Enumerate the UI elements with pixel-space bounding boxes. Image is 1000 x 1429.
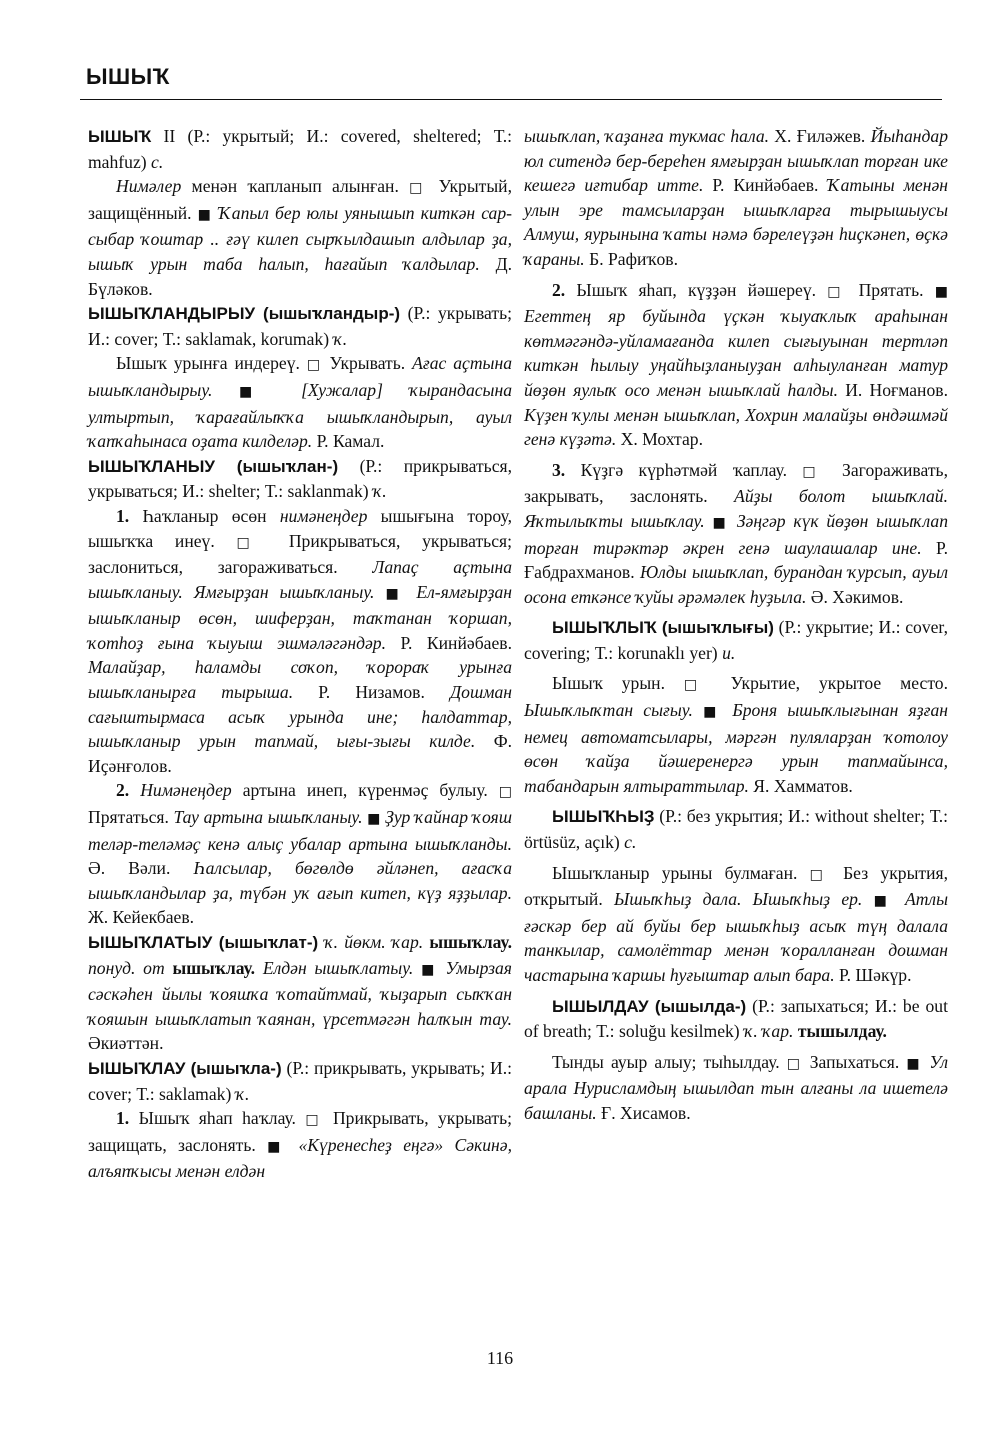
header-rule [80,99,942,100]
entry-sense: 3. Күҙгә күрһәтмәй ҡаплау. □ Загораживать, закрывать, заслонять. Айҙы болот ышыҡлай. Яҡтылыҡты ышыҡлау. ■ Зәңгәр күк йөҙөн ышыҡлап торған тирәктәр әкрен генә шаулашалар ине. Р. Ғабдрахманов. Юлды ышыҡлап, бурандан ҡурсып, ауыл осона еткәнсе ҡуйы әрәмәлек һуҙыла. Ә. Хәкимов. [524,459,948,607]
entry-headword-line: ЫШЫЛДАУ (ышылда-) (Р.: запыхаться; И.: be out of breath; Т.: soluğu kesilmek) ҡ. ҡар. тышылдау. [524,995,948,1042]
entry-definition: Тынды ауыр алыу; тыһылдау. □ Запыхаться. ■ Ул арала Нурисламдың ышылдап тын алғаны ла ишетелә башланы. Ғ. Хисамов. [524,1051,948,1123]
page-number: 116 [486,1348,514,1368]
left-column [88,124,512,1184]
entry-definition: Ышыҡланыр урыны булмаған. □ Без укрытия, открытый. Ышыҡһыҙ дала. Ышыҡһыҙ ер. ■ Атлы ғәскәр бер ай буйы бер ышыҡһыҙ асыҡ түң далала танкылар, самолёттар менән ҡоралланған дошман частарына ҡаршы һуғыштар алып бара. Р. Шәкүр. [524,862,949,985]
entry-continuation: ышыҡлап, ҡаҙанға тукмас һала. Х. Ғиләжев. Йыһандар юл ситендә бер-береһен ямғырҙан ышыҡлап торған ике кешегә иғтибар итте. Р. Кинйәбаев. Ҡатыны менән улын эре тамсыларҙан ышыҡларға тырышыусы Алмуш, яурынына ҡаты нәмә бәрелеүҙән һиҫкәнеп, өҫкә ҡараны. Б. Рафиҡов. [524,126,949,269]
entry-headword-line: ЫШЫҠЛАНДЫРЫУ (ышыҡландыр-) (Р.: укрывать; И.: cover; Т.: saklamak, korumak) ҡ. [88,303,512,349]
running-head: ЫШЫҠ [86,64,170,89]
entry-definition: Ышыҡ урын. □ Укрытие, укрытое место. Ышыҡлыҡтан сығыу. ■ Броня ышыҡлығынан яҙған немец автоматсылары, мәргән пуляларҙан ҡотолоу өсөн ҡайҙа йәшеренергә урын тапмайынса, табандарын ялтыраттылар. Я. Хамматов. [524,673,948,796]
entry-definition: Нимәлер менән ҡапланып алынған. □ Укрытый, защищённый. ■ Ҡапыл бер юлы уянышып киткән сар-сыбар ҡоштар .. ғәү килеп сырҡылдашып алдылар ҙа, ышыҡ урын таба һалып, һағайып ҡалдылар. Д. Бүләков. [88,176,512,299]
entry-headword-line: ЫШЫҠЛАНЫУ (ышыҡлан-) (Р.: прикрываться, укрываться; И.: shelter; Т.: saklanmak) ҡ. [88,455,512,502]
entry-headword-line: ЫШЫҠЛАТЫУ (ышыҡлат-) ҡ. йөкм. ҡар. ышыҡлау. понуд. от ышыҡлау. Елдән ышыҡлатыу. ■ Умырзая сәскәһен йылы ҡояшҡа ҡотайтмай, ҡыҙарып сыҡҡан ҡояшын ышыҡлатып ҡаянан, үрсетмәгән һалҡын тау. Әкиәттән. [88,932,512,1054]
entry-definition: Ышыҡ урынға индереү. □ Укрывать. Ағас аҫтына ышыҡландырыу. ■ [Хужалар] ҡырандасына ултыртып, ҡарағайлыҡҡа ышыҡландырып, ауыл ҡапҡаһынаса оҙата килделәр. Р. Камал. [88,353,512,452]
entry-sense: 1. Һаҡланыр өсөн нимәнеңдер ышығына тороу, ышыҡҡа инеү. □ Прикрываться, укрываться; заслониться, загораживаться. Лапаҫ аҫтына ышыҡланыу. Ямғырҙан ышыҡланыу. ■ Ел-ямғырҙан ышыҡланыр өсөн, шиферҙан, таҡтанан ҡоршап, ҡотһоҙ ғына ҡыуыш эшмәләгәндәр. Р. Кинйәбаев. Малайҙар, һаламды соҡоп, ҡорораҡ урынға ышыҡланырға тырыша. Р. Низамов. Дошман сағыштырмаса асыҡ урында ине; һалдаттар, ышыҡланыр урын тапмай, ығы-зығы килде. Ф. Иҫәнғолов. [88,505,513,776]
entry-headword-line: ЫШЫҠЛЫҠ (ышыҡлығы) (Р.: укрытие; И.: cover, covering; Т.: korunaklı yer) и. [524,617,948,663]
entry-headword-line: ЫШЫҠ II (Р.: укрытый; И.: covered, sheltered; Т.: mahfuz) с. [88,126,512,172]
entry-headword-line: ЫШЫҠЛАУ (ышыҡла-) (Р.: прикрывать, укрывать; И.: cover; Т.: saklamak) ҡ. [88,1057,513,1104]
entry-sense: 2. Нимәнеңдер артына инеп, күренмәҫ булыу. □ Прятаться. Тау артына ышыҡланыу. ■ Ҙур ҡайнар ҡояш теләр-теләмәҫ кенә алыҫ убалар артына ышыҡланды. Ә. Вәли. Һалсылар, бөгөлдө әйләнеп, ағасҡа ышыҡландылар ҙа, түбән уҡ ағып китеп, күҙ яҙҙылар. Ж. Кейекбаев. [88,780,512,928]
right-column [524,124,948,1126]
entry-headword-line: ЫШЫҠҺЫҘ (Р.: без укрытия; И.: without shelter; Т.: örtüsüz, açık) с. [524,806,948,853]
entry-sense: 1. Ышыҡ яһап һаҡлау. □ Прикрывать, укрывать; защищать, заслонять. ■ «Күренесһеҙ еңгә» Сәкинә, алъяпҡысы менән елдән [88,1108,512,1182]
entry-sense: 2. Ышыҡ яһап, күҙҙән йәшереү. □ Прятать. ■ Егеттең яр буйында үҫкән ҡыуаҡлыҡ араһынан көтмәгәндә-уйламағанда килеп сығыуынан тертләп киткән һылыу уңайһыҙланыуҙан алһыуланған матур йөҙөн яулыҡ осо менән ышыҡлай һалды. И. Ноғманов. Күҙен ҡулы менән ышыҡлап, Хохрин малайҙы өндәшмәй генә күҙәтә. Х. Мохтар. [524,279,948,450]
